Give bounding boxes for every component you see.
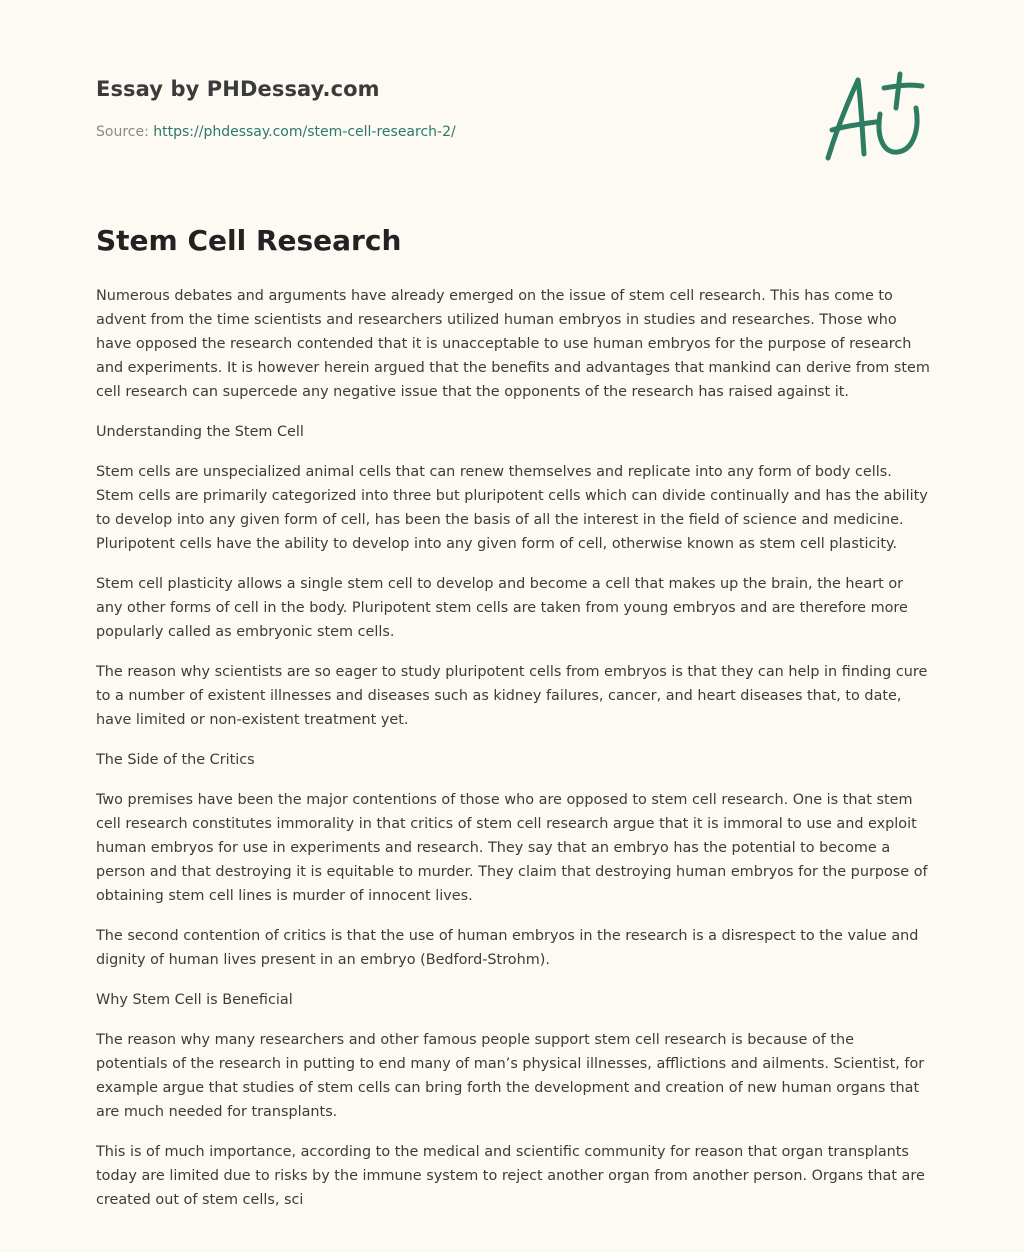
section-heading: The Side of the Critics [96, 752, 255, 768]
source-link[interactable]: https://phdessay.com/stem-cell-research-2/ [153, 124, 456, 140]
paragraph: This is of much importance, according to the medical and scientific community for reason that organ transplants today are limited due to risks by the immune system to reject another organ from another person. Organs that are created out of stem cells, sci [96, 1144, 925, 1208]
paragraph: The reason why scientists are so eager to study pluripotent cells from embryos is that they can help in finding cure to a number of existent illnesses and diseases such as kidney failures, cancer, and heart diseases that, to date, have limited or non-existent treatment yet. [96, 664, 928, 728]
section-heading: Why Stem Cell is Beneficial [96, 992, 293, 1008]
paragraph: Stem cells are unspecialized animal cells that can renew themselves and replicate into any form of body cells. Stem cells are primarily categorized into three but pluripotent cells which can divide continually and has the ability to develop into any given form of cell, has been the basis of all the interest in the field of science and medicine. Pluripotent cells have the ability to develop into any given form of cell, otherwise known as stem cell plasticity. [96, 464, 928, 552]
paragraph: Two premises have been the major contentions of those who are opposed to stem cell research. One is that stem cell research constitutes immorality in that critics of stem cell research argue that it is immoral to use and exploit human embryos for use in experiments and research. They say that an embryo has the potential to become a person and that destroying it is equitable to murder. They claim that destroying human embryos for the purpose of obtaining stem cell lines is murder of innocent lives. [96, 792, 928, 904]
essay-body [96, 284, 930, 1228]
paragraph: Stem cell plasticity allows a single stem cell to develop and become a cell that makes up the brain, the heart or any other forms of cell in the body. Pluripotent stem cells are taken from young embryos and are therefore more popularly called as embryonic stem cells. [96, 576, 908, 640]
a-plus-logo-icon [820, 68, 928, 164]
essay-title: Stem Cell Research [96, 224, 402, 257]
source-line [96, 124, 456, 140]
site-brand: Essay by PHDessay.com [96, 77, 380, 101]
paragraph: The second contention of critics is that the use of human embryos in the research is a disrespect to the value and dignity of human lives present in an embryo (Bedford-Strohm). [96, 928, 919, 968]
paragraph: The reason why many researchers and other famous people support stem cell research is because of the potentials of the research in putting to end many of man’s physical illnesses, afflictions and ailments. Scientist, for example argue that studies of stem cells can bring forth the development and creation of new human organs that are much needed for transplants. [96, 1032, 925, 1120]
section-heading: Understanding the Stem Cell [96, 424, 304, 440]
source-label: Source: [96, 124, 149, 140]
paragraph: Numerous debates and arguments have already emerged on the issue of stem cell research. This has come to advent from the time scientists and researchers utilized human embryos in studies and researches. Those who have opposed the research contended that it is unacceptable to use human embryos for the purpose of research and experiments. It is however herein argued that the benefits and advantages that mankind can derive from stem cell research can supercede any negative issue that the opponents of the research has raised against it. [96, 288, 930, 400]
